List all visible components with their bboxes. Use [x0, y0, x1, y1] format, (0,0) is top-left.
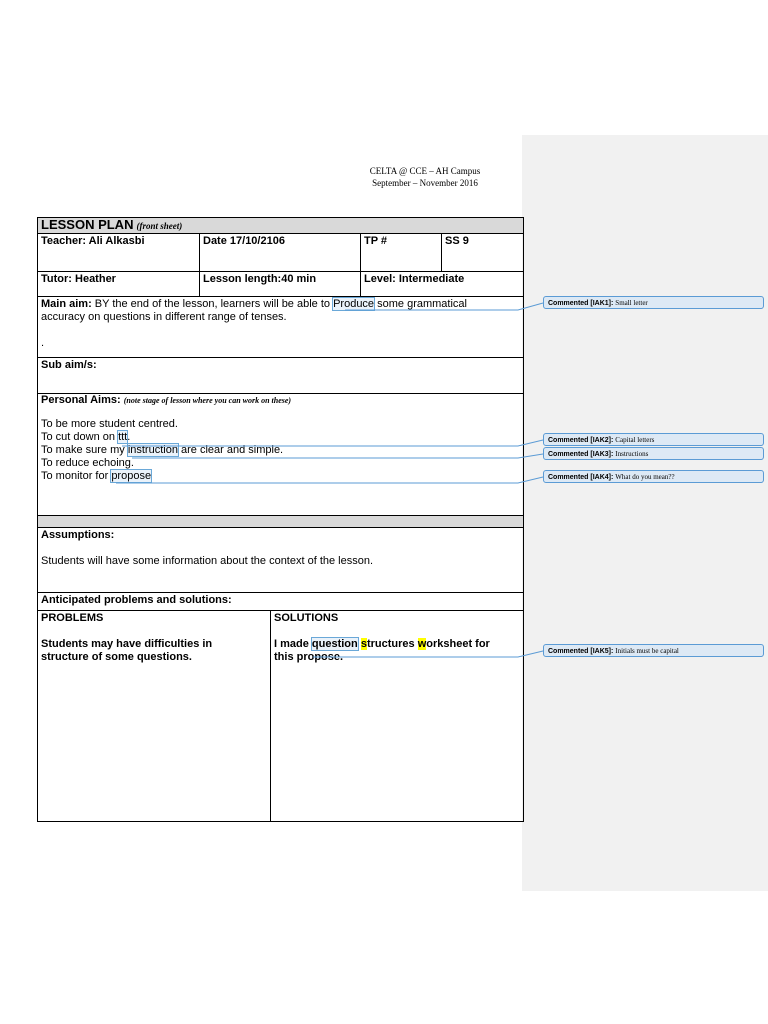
problems-solutions-row — [38, 611, 524, 822]
comment-iak5-text: Initials must be capital — [615, 647, 679, 655]
level-cell: Level: Intermediate — [361, 272, 524, 297]
personal-aims-label: Personal Aims: — [41, 394, 121, 406]
personal-aim-3-end: are clear and simple. — [177, 444, 284, 456]
main-aim-row — [38, 297, 524, 358]
main-aim-label: Main aim: — [41, 298, 92, 310]
main-aim-cell — [38, 297, 524, 358]
comment-iak2-text: Capital letters — [615, 436, 655, 444]
comment-iak3-text: Instructions — [615, 450, 649, 458]
problem-text-1: Students may have difficulties in — [41, 638, 213, 650]
comment-iak5-label: Commented [IAK5]: — [548, 648, 614, 655]
personal-aim-3-highlight-instruction[interactable]: instruction — [127, 444, 178, 456]
comment-iak1-label: Commented [IAK1]: — [548, 300, 614, 307]
personal-aim-2-end: . — [127, 431, 131, 443]
solution-text-c: tructures — [366, 638, 418, 650]
problem-text-2: structure of some questions. — [41, 651, 192, 663]
personal-aim-2-highlight-ttt[interactable]: ttt — [118, 431, 128, 443]
ss-cell: SS 9 — [442, 234, 524, 272]
lesson-plan-table — [37, 217, 524, 822]
solution-text-d: orksheet for — [426, 638, 490, 650]
separator-row — [38, 516, 524, 528]
header-line-2: September – November 2016 — [372, 178, 478, 188]
lesson-length-cell: Lesson length:40 min — [200, 272, 361, 297]
comment-iak3[interactable] — [543, 447, 764, 460]
problems-label: PROBLEMS — [41, 612, 104, 624]
anticipated-cell: Anticipated problems and solutions: — [38, 593, 524, 611]
anticipated-row — [38, 593, 524, 611]
solution-text-a: I made — [274, 638, 312, 650]
teacher-cell: Teacher: Ali Alkasbi — [38, 234, 200, 272]
tutor-row — [38, 272, 524, 297]
header-line-1: CELTA @ CCE – AH Campus — [369, 166, 481, 176]
sub-aims-cell: Sub aim/s: — [38, 358, 524, 394]
comments-margin-pane — [522, 135, 768, 891]
solution-highlight-question[interactable]: question — [311, 638, 358, 650]
solutions-label: SOLUTIONS — [274, 612, 339, 624]
tp-cell: TP # — [361, 234, 442, 272]
personal-aim-1: To be more student centred. — [41, 418, 178, 430]
personal-aim-3 — [41, 444, 520, 457]
personal-aim-5-text: To monitor for — [41, 470, 112, 482]
date-cell: Date 17/10/2106 — [200, 234, 361, 272]
personal-aim-5 — [41, 470, 520, 483]
comment-iak3-label: Commented [IAK3]: — [548, 451, 614, 458]
personal-aim-5-highlight-propose[interactable]: propose — [111, 470, 152, 482]
comment-iak5[interactable] — [543, 644, 764, 657]
personal-aims-row — [38, 394, 524, 516]
main-aim-highlight-produce[interactable]: Produce — [333, 298, 375, 310]
personal-aim-3-text: To make sure my — [41, 444, 128, 456]
solution-highlight-w[interactable]: w — [417, 638, 427, 650]
main-aim-line-3: . — [41, 337, 45, 349]
sub-aims-row — [38, 358, 524, 394]
lesson-plan-title: LESSON PLAN — [41, 217, 134, 232]
comment-iak4-label: Commented [IAK4]: — [548, 474, 614, 481]
front-sheet-note: (front sheet) — [136, 221, 183, 231]
assumptions-label: Assumptions: — [41, 529, 115, 541]
personal-aims-note: (note stage of lesson where you can work on these) — [123, 396, 292, 405]
assumptions-cell — [38, 528, 524, 593]
comment-iak4-text: What do you mean?? — [615, 473, 675, 481]
main-aim-text-a: BY the end of the lesson, learners will be able to — [91, 298, 334, 310]
title-row — [38, 218, 524, 234]
comment-iak2-label: Commented [IAK2]: — [548, 437, 614, 444]
assumptions-row — [38, 528, 524, 593]
teacher-row — [38, 234, 524, 272]
solution-line-2: this propose. — [274, 651, 344, 663]
main-aim-line-2: accuracy on questions in different range of tenses. — [41, 311, 287, 323]
comment-iak2[interactable] — [543, 433, 764, 446]
personal-aim-2 — [41, 431, 520, 444]
personal-aims-cell — [38, 394, 524, 516]
solutions-cell — [271, 611, 524, 822]
personal-aim-2-text: To cut down on — [41, 431, 119, 443]
comment-iak4[interactable] — [543, 470, 764, 483]
solution-line-1 — [274, 638, 520, 651]
document-header — [300, 165, 550, 189]
personal-aim-4: To reduce echoing. — [41, 457, 134, 469]
comment-iak1-text: Small letter — [615, 299, 648, 307]
problems-cell — [38, 611, 271, 822]
assumptions-text: Students will have some information about the context of the lesson. — [41, 555, 374, 567]
main-aim-text-b: some grammatical — [374, 298, 467, 310]
title-cell — [38, 218, 524, 234]
solution-highlight-s[interactable]: s — [360, 638, 367, 650]
separator-cell — [38, 516, 524, 528]
comment-iak1[interactable] — [543, 296, 764, 309]
tutor-cell: Tutor: Heather — [38, 272, 200, 297]
